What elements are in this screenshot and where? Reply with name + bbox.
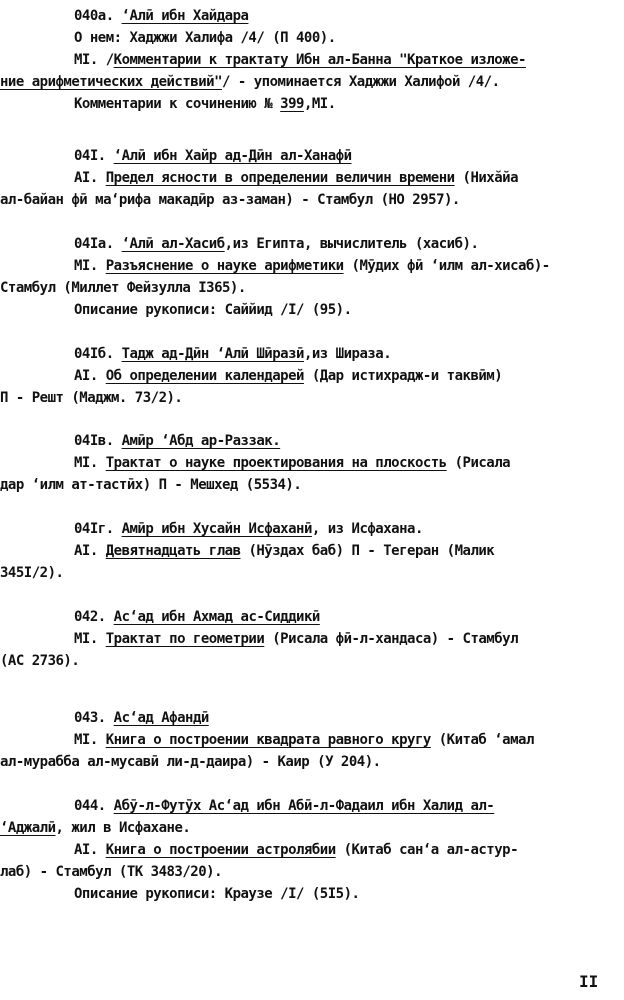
line-text: , жил в Исфахане.	[55, 820, 191, 836]
line-text: (Нихӑйа	[454, 170, 519, 186]
bibliography-entry	[0, 430, 624, 496]
entry-line	[0, 27, 624, 49]
entry-line	[0, 839, 624, 861]
line-text: Описание рукописи: Саййид /I/ (95).	[74, 302, 352, 318]
underlined-text: Трактат о науке проектирования на плоскость	[105, 455, 447, 471]
line-text: MI.	[74, 631, 106, 647]
line-text: ,из Шираза.	[303, 346, 392, 362]
underlined-text: Амӣр ʻАбд ар-Раззак.	[121, 433, 281, 449]
entry-line	[0, 729, 624, 751]
underlined-text: Книга о построении астролябии	[105, 842, 336, 858]
line-text: 043.	[74, 710, 114, 726]
line-text: 042.	[74, 609, 114, 625]
underlined-text: Асʻад Афандӣ	[113, 710, 209, 726]
underlined-text: ʻАлӣ ибн Хайдара	[121, 8, 249, 24]
line-text: , из Исфахана.	[311, 521, 423, 537]
underlined-text: Трактат по геометрии	[105, 631, 265, 647]
bibliography-entry	[0, 518, 624, 584]
line-text: дар ʻилм ат-тастӣх) П - Мешхед (5534).	[0, 477, 302, 493]
line-text: AI.	[74, 170, 106, 186]
line-text: MI. /	[74, 52, 114, 68]
bibliography-entry	[0, 606, 624, 672]
underlined-text: Книга о построении квадрата равного кругу	[105, 732, 431, 748]
entry-line	[0, 145, 624, 167]
underlined-text: Комментарии к трактату Ибн ал-Банна "Краткое изложе-	[113, 52, 526, 68]
line-text: (Рисала фӣ-л-хандаса) - Стамбул	[264, 631, 519, 647]
line-text: 040а.	[74, 8, 122, 24]
entry-line	[0, 277, 624, 299]
line-text: (Мӯдих фӣ ʻилм ал-хисаб)-	[343, 258, 550, 274]
entry-line	[0, 795, 624, 817]
entry-line	[0, 365, 624, 387]
bibliography-entry	[0, 233, 624, 321]
entry-line	[0, 5, 624, 27]
entry-line	[0, 387, 624, 409]
underlined-text: Амӣр ибн Хусайн Исфаханӣ	[121, 521, 312, 537]
underlined-text: ʻАджалӣ	[0, 820, 56, 836]
entry-line	[0, 167, 624, 189]
line-text: Стамбул (Миллет Фейзулла I365).	[0, 280, 246, 296]
line-text: (Рисала	[446, 455, 511, 471]
underlined-text: ʻАлӣ ал-Хасиб	[121, 236, 225, 252]
entry-line	[0, 606, 624, 628]
line-text: П - Решт (Маджм. 73/2).	[0, 390, 183, 406]
line-text: 04Iг.	[74, 521, 122, 537]
entry-line	[0, 343, 624, 365]
entry-line	[0, 650, 624, 672]
line-text: AI.	[74, 543, 106, 559]
entry-line	[0, 751, 624, 773]
line-text: (АС 2736).	[0, 653, 80, 669]
underlined-text: Тадж ад-Дӣн ʻАлӣ Шӣразӣ	[121, 346, 304, 362]
line-text: 04I.	[74, 148, 114, 164]
line-text: 04Iв.	[74, 433, 122, 449]
entry-line	[0, 474, 624, 496]
line-text: 345I/2).	[0, 565, 64, 581]
line-text: AI.	[74, 368, 106, 384]
line-text: О нем: Хаджжи Халифа /4/ (П 400).	[74, 30, 336, 46]
line-text: ал-мурабба ал-мусавӣ ли-д-даира) - Каир (У 204).	[0, 754, 381, 770]
underlined-text: 399	[280, 96, 304, 112]
entry-line	[0, 628, 624, 650]
page-number: II	[579, 972, 599, 991]
entry-line	[0, 540, 624, 562]
entry-line	[0, 883, 624, 905]
line-text: MI.	[74, 732, 106, 748]
entry-line	[0, 452, 624, 474]
entry-line	[0, 49, 624, 71]
line-text: ,из Египта, вычислитель (хасиб).	[224, 236, 479, 252]
line-text: (Дар истихрадж-и таквӣм)	[303, 368, 503, 384]
entry-line	[0, 707, 624, 729]
entry-line	[0, 430, 624, 452]
line-text: (Китаб ʻамал	[430, 732, 534, 748]
bibliography-entry	[0, 145, 624, 211]
entry-line	[0, 189, 624, 211]
entry-line	[0, 518, 624, 540]
entry-line	[0, 233, 624, 255]
line-text: Описание рукописи: Краузе /I/ (5I5).	[74, 886, 360, 902]
line-text: (Нӯздах баб) П - Тегеран (Малик	[240, 543, 495, 559]
entry-line	[0, 861, 624, 883]
bibliography-entry	[0, 343, 624, 409]
line-text: 044.	[74, 798, 114, 814]
bibliography-entry	[0, 795, 624, 905]
underlined-text: ние арифметических действий"	[0, 74, 223, 90]
bibliography-entry	[0, 5, 624, 115]
line-text: (Китаб санʻа ал-астур-	[335, 842, 519, 858]
underlined-text: Предел ясности в определении величин времени	[105, 170, 455, 186]
line-text: / - упоминается Хаджжи Халифой /4/.	[222, 74, 500, 90]
underlined-text: Асʻад ибн Ахмад ас-Сиддикӣ	[113, 609, 320, 625]
entry-line	[0, 562, 624, 584]
underlined-text: Девятнадцать глав	[105, 543, 241, 559]
line-text: лаб) - Стамбул (ТК 3483/20).	[0, 864, 223, 880]
line-text: AI.	[74, 842, 106, 858]
line-text: MI.	[74, 455, 106, 471]
entry-line	[0, 71, 624, 93]
line-text: Комментарии к сочинению №	[74, 96, 281, 112]
entry-line	[0, 93, 624, 115]
line-text: 04Iа.	[74, 236, 122, 252]
entry-line	[0, 817, 624, 839]
entry-line	[0, 255, 624, 277]
underlined-text: Абӯ-л-Футӯх Асʻад ибн Абӣ-л-Фадаил ибн Халид ал-	[113, 798, 495, 814]
line-text: ал-байан фӣ маʻрифа макадӣр аз-заман) - Стамбул (НО 2957).	[0, 192, 460, 208]
line-text: 04Iб.	[74, 346, 122, 362]
underlined-text: Разъяснение о науке арифметики	[105, 258, 344, 274]
bibliography-entry	[0, 707, 624, 773]
entry-line	[0, 299, 624, 321]
line-text: MI.	[74, 258, 106, 274]
underlined-text: ʻАлӣ ибн Хайр ад-Дӣн ал-Ханафӣ	[113, 148, 352, 164]
underlined-text: Об определении календарей	[105, 368, 304, 384]
line-text: ,MI.	[303, 96, 336, 112]
